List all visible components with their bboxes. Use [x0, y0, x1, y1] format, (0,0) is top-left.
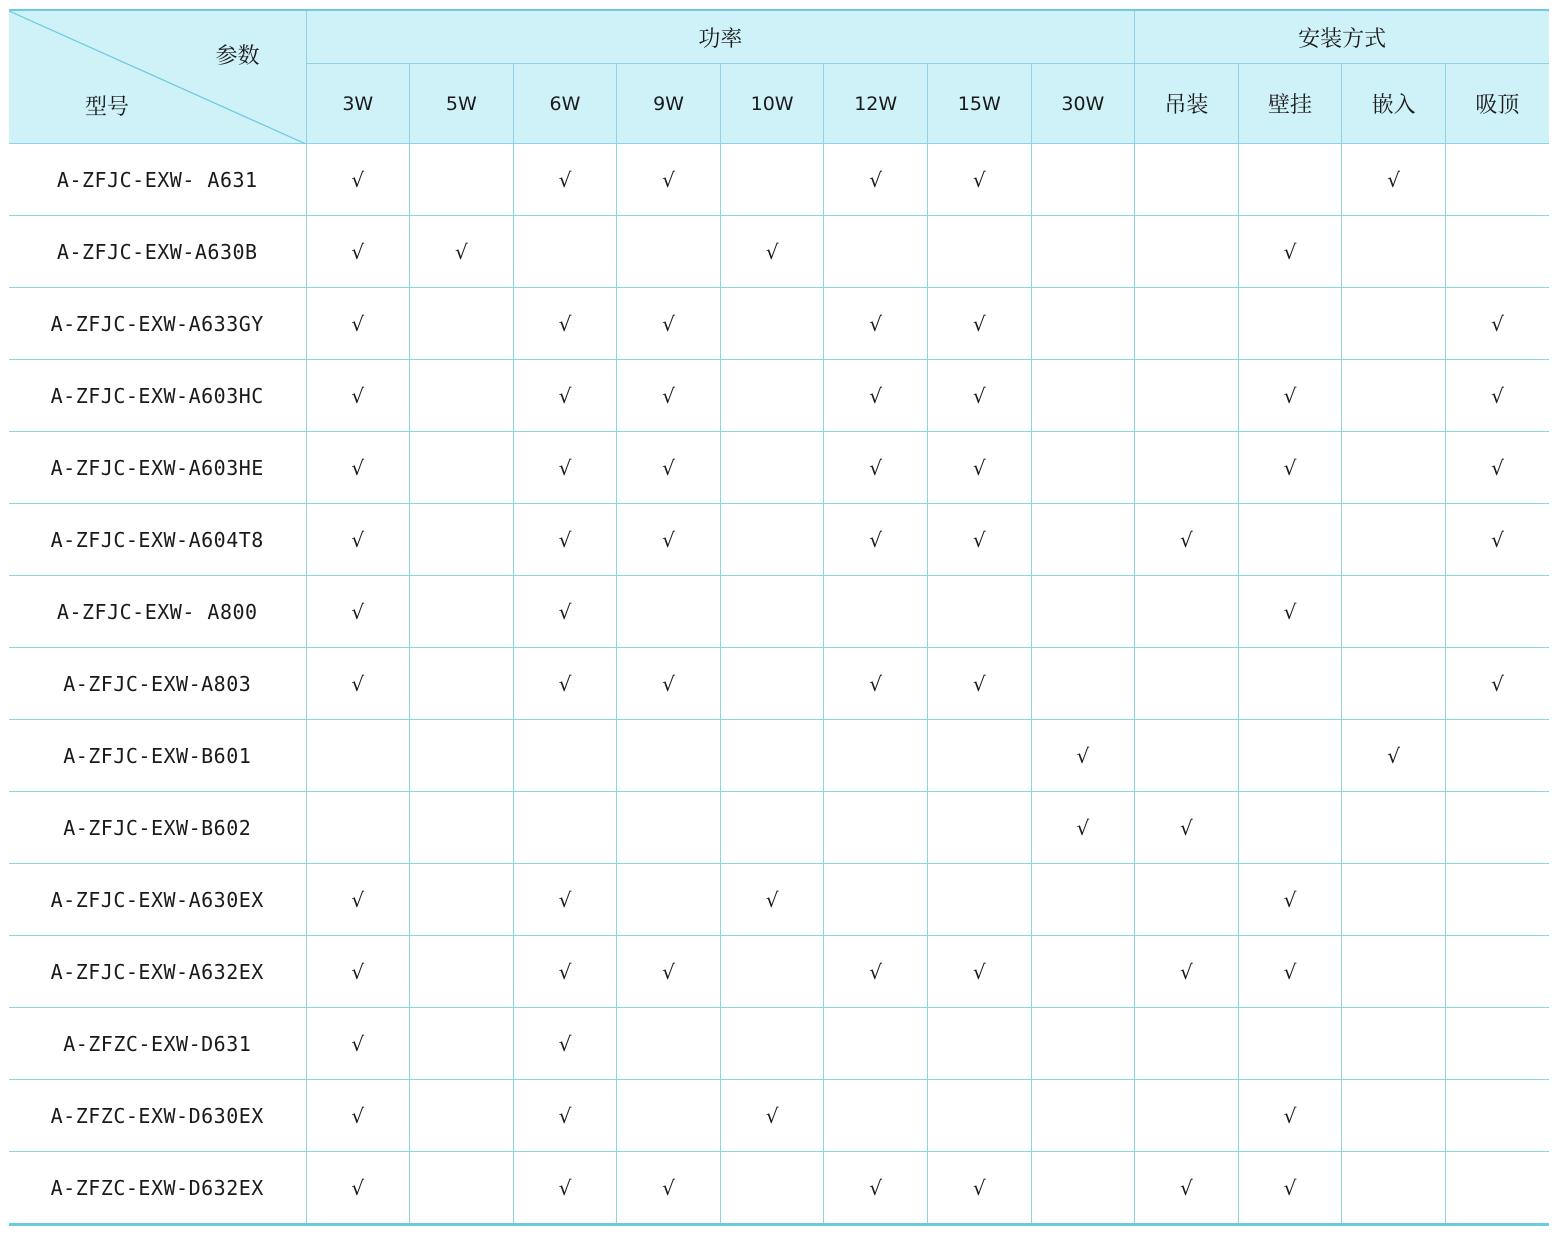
empty-cell — [410, 1008, 514, 1080]
column-header: 30W — [1031, 64, 1135, 144]
check-mark-cell: √ — [617, 648, 721, 720]
column-header: 壁挂 — [1238, 64, 1342, 144]
check-mark-cell: √ — [513, 288, 617, 360]
empty-cell — [1031, 360, 1135, 432]
check-mark-cell: √ — [617, 288, 721, 360]
empty-cell — [1135, 648, 1239, 720]
empty-cell — [1135, 1008, 1239, 1080]
empty-cell — [1342, 576, 1446, 648]
check-mark-cell: √ — [306, 216, 410, 288]
model-cell: A-ZFJC-EXW-A633GY — [9, 288, 306, 360]
empty-cell — [1445, 1008, 1549, 1080]
empty-cell — [1445, 936, 1549, 1008]
column-header: 5W — [410, 64, 514, 144]
column-header: 吸顶 — [1445, 64, 1549, 144]
check-mark-cell: √ — [720, 864, 824, 936]
check-mark-cell: √ — [513, 648, 617, 720]
empty-cell — [824, 1008, 928, 1080]
column-header: 15W — [927, 64, 1031, 144]
column-header: 3W — [306, 64, 410, 144]
check-mark-cell: √ — [306, 144, 410, 216]
empty-cell — [927, 864, 1031, 936]
check-mark-cell: √ — [1031, 792, 1135, 864]
empty-cell — [1342, 1080, 1446, 1152]
empty-cell — [927, 1008, 1031, 1080]
empty-cell — [1342, 360, 1446, 432]
empty-cell — [1342, 288, 1446, 360]
diagonal-divider — [9, 11, 306, 144]
empty-cell — [410, 864, 514, 936]
empty-cell — [720, 1008, 824, 1080]
group-header-install: 安装方式 — [1135, 10, 1549, 64]
empty-cell — [1342, 1152, 1446, 1225]
empty-cell — [1238, 288, 1342, 360]
empty-cell — [617, 1080, 721, 1152]
corner-label-model: 型号 — [85, 95, 130, 120]
empty-cell — [306, 720, 410, 792]
check-mark-cell: √ — [410, 216, 514, 288]
empty-cell — [1031, 864, 1135, 936]
check-mark-cell: √ — [824, 144, 928, 216]
empty-cell — [410, 1080, 514, 1152]
empty-cell — [1135, 432, 1239, 504]
check-mark-cell: √ — [824, 504, 928, 576]
model-cell: A-ZFZC-EXW-D631 — [9, 1008, 306, 1080]
empty-cell — [720, 144, 824, 216]
table-header — [9, 10, 1549, 144]
model-cell: A-ZFJC-EXW-A603HC — [9, 360, 306, 432]
empty-cell — [1135, 576, 1239, 648]
empty-cell — [1031, 1080, 1135, 1152]
model-cell: A-ZFJC-EXW-A630EX — [9, 864, 306, 936]
check-mark-cell: √ — [617, 504, 721, 576]
check-mark-cell: √ — [927, 144, 1031, 216]
empty-cell — [1445, 792, 1549, 864]
model-cell: A-ZFZC-EXW-D630EX — [9, 1080, 306, 1152]
empty-cell — [720, 432, 824, 504]
empty-cell — [1238, 144, 1342, 216]
check-mark-cell: √ — [513, 360, 617, 432]
check-mark-cell: √ — [513, 1008, 617, 1080]
empty-cell — [617, 216, 721, 288]
check-mark-cell: √ — [927, 1152, 1031, 1225]
empty-cell — [720, 360, 824, 432]
check-mark-cell: √ — [513, 936, 617, 1008]
check-mark-cell: √ — [306, 432, 410, 504]
empty-cell — [927, 576, 1031, 648]
empty-cell — [824, 792, 928, 864]
empty-cell — [1135, 360, 1239, 432]
empty-cell — [824, 1080, 928, 1152]
check-mark-cell: √ — [1135, 504, 1239, 576]
check-mark-cell: √ — [617, 936, 721, 1008]
empty-cell — [720, 720, 824, 792]
model-cell: A-ZFJC-EXW-A603HE — [9, 432, 306, 504]
check-mark-cell: √ — [1445, 648, 1549, 720]
column-header: 6W — [513, 64, 617, 144]
empty-cell — [1342, 504, 1446, 576]
table-body — [9, 144, 1549, 1225]
check-mark-cell: √ — [1445, 288, 1549, 360]
empty-cell — [1238, 792, 1342, 864]
empty-cell — [1031, 576, 1135, 648]
empty-cell — [1445, 720, 1549, 792]
check-mark-cell: √ — [824, 288, 928, 360]
check-mark-cell: √ — [824, 648, 928, 720]
empty-cell — [410, 360, 514, 432]
check-mark-cell: √ — [1135, 1152, 1239, 1225]
empty-cell — [513, 720, 617, 792]
table-row — [9, 648, 1549, 720]
empty-cell — [1445, 144, 1549, 216]
empty-cell — [306, 792, 410, 864]
check-mark-cell: √ — [927, 504, 1031, 576]
check-mark-cell: √ — [513, 504, 617, 576]
check-mark-cell: √ — [927, 288, 1031, 360]
check-mark-cell: √ — [1445, 360, 1549, 432]
column-header: 12W — [824, 64, 928, 144]
check-mark-cell: √ — [927, 360, 1031, 432]
check-mark-cell: √ — [824, 432, 928, 504]
empty-cell — [1031, 216, 1135, 288]
empty-cell — [1445, 1152, 1549, 1225]
table-row — [9, 216, 1549, 288]
check-mark-cell: √ — [1238, 1080, 1342, 1152]
empty-cell — [513, 216, 617, 288]
check-mark-cell: √ — [1238, 432, 1342, 504]
empty-cell — [410, 144, 514, 216]
empty-cell — [410, 576, 514, 648]
empty-cell — [513, 792, 617, 864]
empty-cell — [720, 648, 824, 720]
check-mark-cell: √ — [306, 1080, 410, 1152]
empty-cell — [1342, 216, 1446, 288]
check-mark-cell: √ — [1238, 1152, 1342, 1225]
check-mark-cell: √ — [513, 1152, 617, 1225]
table-row — [9, 576, 1549, 648]
check-mark-cell: √ — [824, 1152, 928, 1225]
model-cell: A-ZFZC-EXW-D632EX — [9, 1152, 306, 1225]
check-mark-cell: √ — [617, 1152, 721, 1225]
empty-cell — [410, 648, 514, 720]
model-cell: A-ZFJC-EXW-B601 — [9, 720, 306, 792]
check-mark-cell: √ — [1238, 936, 1342, 1008]
table-row — [9, 1152, 1549, 1225]
table-row — [9, 432, 1549, 504]
check-mark-cell: √ — [1445, 432, 1549, 504]
check-mark-cell: √ — [720, 1080, 824, 1152]
model-cell: A-ZFJC-EXW-B602 — [9, 792, 306, 864]
empty-cell — [1342, 648, 1446, 720]
empty-cell — [410, 936, 514, 1008]
empty-cell — [1342, 792, 1446, 864]
empty-cell — [1238, 720, 1342, 792]
empty-cell — [1031, 1008, 1135, 1080]
check-mark-cell: √ — [824, 360, 928, 432]
empty-cell — [410, 432, 514, 504]
empty-cell — [1135, 144, 1239, 216]
check-mark-cell: √ — [1342, 720, 1446, 792]
table-row — [9, 1080, 1549, 1152]
table-row — [9, 936, 1549, 1008]
model-cell: A-ZFJC-EXW- A631 — [9, 144, 306, 216]
header-row-groups — [9, 10, 1549, 64]
empty-cell — [617, 720, 721, 792]
check-mark-cell: √ — [306, 1008, 410, 1080]
check-mark-cell: √ — [513, 144, 617, 216]
empty-cell — [1445, 864, 1549, 936]
spec-table — [9, 9, 1549, 1226]
check-mark-cell: √ — [1238, 360, 1342, 432]
empty-cell — [927, 216, 1031, 288]
check-mark-cell: √ — [513, 432, 617, 504]
empty-cell — [720, 1152, 824, 1225]
check-mark-cell: √ — [1238, 864, 1342, 936]
empty-cell — [824, 720, 928, 792]
empty-cell — [1445, 216, 1549, 288]
check-mark-cell: √ — [824, 936, 928, 1008]
spec-table-container — [9, 9, 1549, 1226]
model-cell: A-ZFJC-EXW-A604T8 — [9, 504, 306, 576]
check-mark-cell: √ — [1135, 936, 1239, 1008]
empty-cell — [410, 288, 514, 360]
empty-cell — [1031, 936, 1135, 1008]
empty-cell — [927, 1080, 1031, 1152]
empty-cell — [1135, 864, 1239, 936]
check-mark-cell: √ — [306, 576, 410, 648]
check-mark-cell: √ — [306, 648, 410, 720]
empty-cell — [617, 1008, 721, 1080]
check-mark-cell: √ — [513, 576, 617, 648]
check-mark-cell: √ — [1031, 720, 1135, 792]
check-mark-cell: √ — [617, 144, 721, 216]
empty-cell — [1135, 1080, 1239, 1152]
check-mark-cell: √ — [927, 648, 1031, 720]
empty-cell — [824, 216, 928, 288]
check-mark-cell: √ — [306, 936, 410, 1008]
column-header: 嵌入 — [1342, 64, 1446, 144]
column-header: 9W — [617, 64, 721, 144]
empty-cell — [1342, 432, 1446, 504]
check-mark-cell: √ — [720, 216, 824, 288]
model-cell: A-ZFJC-EXW-A630B — [9, 216, 306, 288]
table-row — [9, 864, 1549, 936]
empty-cell — [1342, 1008, 1446, 1080]
check-mark-cell: √ — [1238, 576, 1342, 648]
empty-cell — [1031, 432, 1135, 504]
empty-cell — [824, 864, 928, 936]
empty-cell — [720, 576, 824, 648]
model-cell: A-ZFJC-EXW-A632EX — [9, 936, 306, 1008]
check-mark-cell: √ — [927, 432, 1031, 504]
empty-cell — [1238, 648, 1342, 720]
check-mark-cell: √ — [306, 504, 410, 576]
empty-cell — [720, 504, 824, 576]
corner-label-parameter: 参数 — [215, 44, 260, 69]
check-mark-cell: √ — [1135, 792, 1239, 864]
empty-cell — [720, 792, 824, 864]
empty-cell — [1342, 936, 1446, 1008]
empty-cell — [1031, 144, 1135, 216]
check-mark-cell: √ — [306, 288, 410, 360]
empty-cell — [410, 792, 514, 864]
empty-cell — [1135, 720, 1239, 792]
empty-cell — [1445, 576, 1549, 648]
model-cell: A-ZFJC-EXW-A803 — [9, 648, 306, 720]
check-mark-cell: √ — [513, 864, 617, 936]
empty-cell — [410, 720, 514, 792]
table-row — [9, 360, 1549, 432]
empty-cell — [410, 504, 514, 576]
check-mark-cell: √ — [306, 1152, 410, 1225]
column-header: 吊装 — [1135, 64, 1239, 144]
empty-cell — [1342, 864, 1446, 936]
empty-cell — [720, 288, 824, 360]
empty-cell — [720, 936, 824, 1008]
empty-cell — [617, 792, 721, 864]
empty-cell — [1135, 216, 1239, 288]
check-mark-cell: √ — [1238, 216, 1342, 288]
empty-cell — [927, 792, 1031, 864]
empty-cell — [1135, 288, 1239, 360]
table-row — [9, 792, 1549, 864]
check-mark-cell: √ — [617, 432, 721, 504]
check-mark-cell: √ — [306, 864, 410, 936]
group-header-power: 功率 — [306, 10, 1135, 64]
empty-cell — [617, 576, 721, 648]
table-row — [9, 288, 1549, 360]
empty-cell — [410, 1152, 514, 1225]
corner-header-cell — [9, 10, 306, 144]
empty-cell — [1031, 648, 1135, 720]
empty-cell — [824, 576, 928, 648]
empty-cell — [1238, 504, 1342, 576]
check-mark-cell: √ — [1342, 144, 1446, 216]
check-mark-cell: √ — [306, 360, 410, 432]
empty-cell — [927, 720, 1031, 792]
empty-cell — [1238, 1008, 1342, 1080]
check-mark-cell: √ — [513, 1080, 617, 1152]
empty-cell — [1031, 504, 1135, 576]
table-row — [9, 144, 1549, 216]
empty-cell — [1031, 288, 1135, 360]
table-row — [9, 720, 1549, 792]
empty-cell — [1031, 1152, 1135, 1225]
empty-cell — [617, 864, 721, 936]
table-row — [9, 504, 1549, 576]
check-mark-cell: √ — [1445, 504, 1549, 576]
check-mark-cell: √ — [617, 360, 721, 432]
check-mark-cell: √ — [927, 936, 1031, 1008]
model-cell: A-ZFJC-EXW- A800 — [9, 576, 306, 648]
empty-cell — [1445, 1080, 1549, 1152]
table-row — [9, 1008, 1549, 1080]
column-header: 10W — [720, 64, 824, 144]
